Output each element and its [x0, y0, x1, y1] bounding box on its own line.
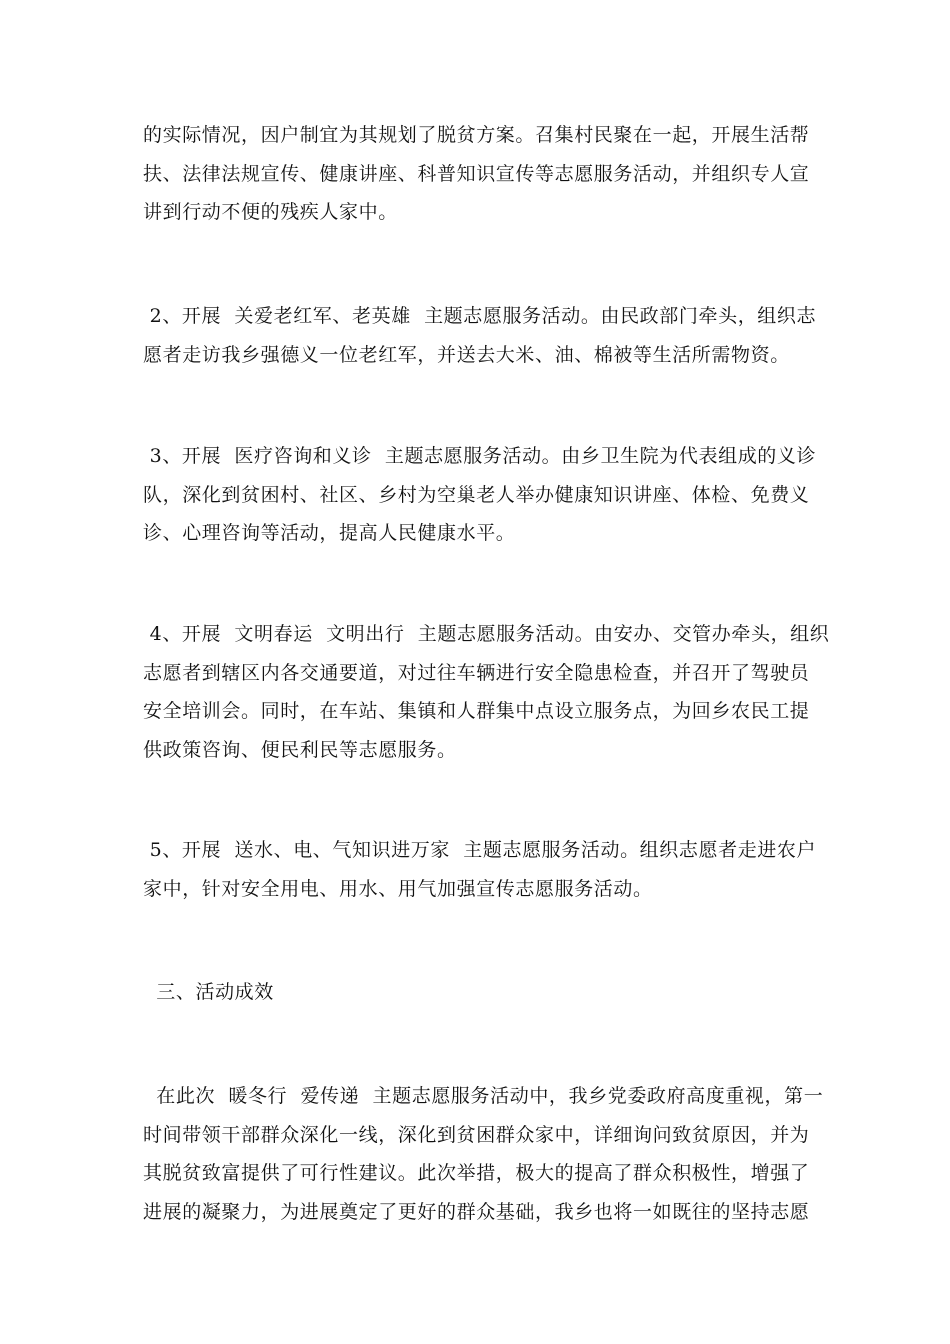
- text-line: 5、开展 送水、电、气知识进万家 主题志愿服务活动。组织志愿者走进农户: [143, 839, 817, 861]
- text-line: 安全培训会。同时，在车站、集镇和人群集中点设立服务点，为回乡农民工提: [143, 700, 810, 722]
- text-line: 诊、心理咨询等活动，提高人民健康水平。: [143, 522, 516, 544]
- text-line: 家中，针对安全用电、用水、用气加强宣传志愿服务活动。: [143, 877, 653, 900]
- text-line: 在此次 暖冬行 爱传递 主题志愿服务活动中，我乡党委政府高度重视，第一: [143, 1085, 824, 1107]
- paragraph-item-4: [143, 615, 830, 769]
- section-heading: [143, 973, 807, 1012]
- paragraph-results: [143, 1077, 824, 1231]
- text-line: 4、开展 文明春运 文明出行 主题志愿服务活动。由安办、交管办牵头，组织: [143, 623, 830, 645]
- paragraph-item-2: [143, 297, 817, 374]
- text-line: 供政策咨询、便民利民等志愿服务。: [143, 738, 457, 761]
- text-line: 队，深化到贫困村、社区、乡村为空巢老人举办健康知识讲座、体检、免费义: [143, 483, 810, 506]
- text-line: 扶、法律法规宣传、健康讲座、科普知识宣传等志愿服务活动，并组织专人宣: [143, 162, 810, 185]
- heading-text: 三、活动成效: [143, 981, 274, 1003]
- paragraph-item-3: [143, 437, 817, 553]
- text-line: 志愿者到辖区内各交通要道，对过往车辆进行安全隐患检查，并召开了驾驶员: [143, 661, 810, 684]
- text-line: 进展的凝聚力，为进展奠定了更好的群众基础，我乡也将一如既往的坚持志愿: [143, 1200, 810, 1223]
- text-line: 2、开展 关爱老红军、老英雄 主题志愿服务活动。由民政部门牵头，组织志: [143, 305, 817, 327]
- paragraph-item-5: [143, 831, 817, 908]
- text-line: 的实际情况，因户制宜为其规划了脱贫方案。召集村民聚在一起，开展生活帮: [143, 124, 810, 146]
- paragraph-continuation: [143, 116, 810, 232]
- text-line: 讲到行动不便的残疾人家中。: [143, 201, 398, 223]
- text-line: 其脱贫致富提供了可行性建议。此次举措，极大的提高了群众积极性，增强了: [143, 1162, 810, 1184]
- text-line: 时间带领干部群众深化一线，深化到贫困群众家中，详细询问致贫原因，并为: [143, 1123, 810, 1146]
- text-line: 3、开展 医疗咨询和义诊 主题志愿服务活动。由乡卫生院为代表组成的义诊: [143, 445, 817, 467]
- text-line: 愿者走访我乡强德义一位老红军，并送去大米、油、棉被等生活所需物资。: [143, 343, 790, 366]
